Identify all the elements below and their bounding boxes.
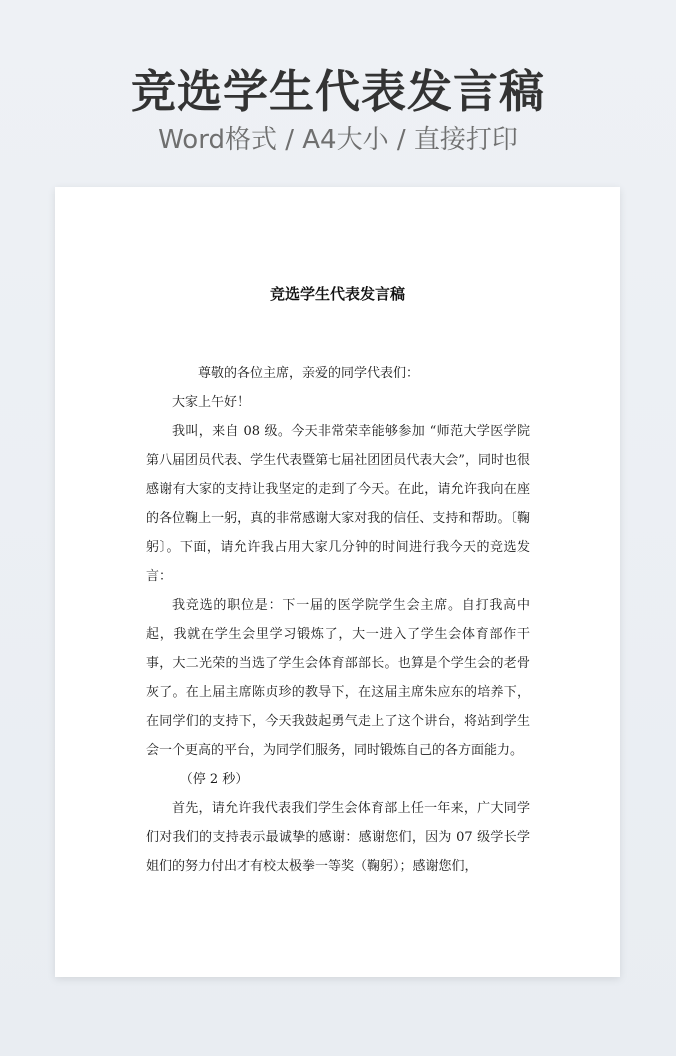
document-title: 竞选学生代表发言稿 — [269, 285, 405, 303]
greeting-paragraph: 大家上午好！ — [172, 395, 251, 410]
salutation-paragraph: 尊敬的各位主席，亲爱的同学代表们： — [198, 366, 420, 381]
pause-note: （停 2 秒） — [179, 772, 249, 787]
thanks-paragraph: 首先，请允许我代表我们学生会体育部上任一年来，广大同学们对我们的支持表示最诚挚的感谢：感谢您们，因为 07 级学长学姐们的努力付出才有校太极拳一等奖（鞠躬）；感谢您们， — [146, 801, 530, 874]
page-subtitle: Word格式 / A4大小 / 直接打印 — [158, 125, 518, 155]
intro-paragraph: 我叫，来自 08 级。今天非常荣幸能够参加 “师范大学医学院第八届团员代表、学生代表暨第七届社团团员代表大会”，同时也很感谢有大家的支持让我坚定的走到了今天。在此，请允许我向在座的各位鞠上一躬，真的非常感谢大家对我的信任、支持和帮助。〔鞠躬〕。下面，请允许我占用大家几分钟的时间进行我今天的竞选发言： — [146, 424, 530, 584]
page-title: 竞选学生代表发言稿 — [130, 65, 545, 118]
document-body — [146, 359, 530, 881]
page-header — [0, 62, 676, 158]
document-page — [55, 187, 620, 977]
position-paragraph: 我竞选的职位是：下一届的医学院学生会主席。自打我高中起，我就在学生会里学习锻炼了，大一进入了学生会体育部作干事，大二光荣的当选了学生会体育部部长。也算是个学生会的老骨灰了。在上届主席陈贞珍的教导下，在这届主席朱应东的培养下，在同学们的支持下，今天我鼓起勇气走上了这个讲台，将站到学生会一个更高的平台，为同学们服务，同时锻炼自己的各方面能力。 — [146, 598, 530, 758]
